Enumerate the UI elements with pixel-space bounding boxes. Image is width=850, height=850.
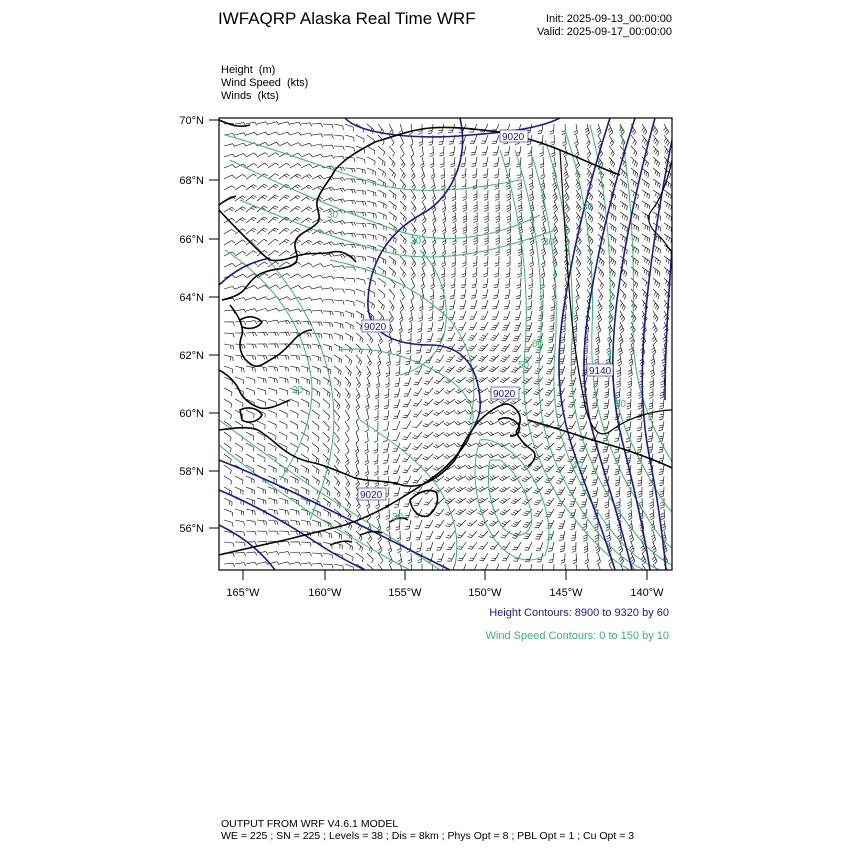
latitude-labels xyxy=(179,115,204,535)
lat-label: 58°N xyxy=(179,466,204,478)
init-time: Init: 2025-09-13_00:00:00 xyxy=(546,13,672,25)
field-height: Height (m) xyxy=(221,64,276,76)
lon-label: 150°W xyxy=(468,587,502,599)
lat-label: 68°N xyxy=(179,175,204,187)
wind-label: 30 xyxy=(327,210,339,221)
lat-label: 56°N xyxy=(179,523,204,535)
model-config: WE = 225 ; SN = 225 ; Levels = 38 ; Dis = 8km ; Phys Opt = 8 ; PBL Opt = 1 ; Cu Opt = 3 xyxy=(221,830,635,842)
height-contour-legend: Height Contours: 8900 to 9320 by 60 xyxy=(489,607,669,619)
lon-label: 155°W xyxy=(388,587,422,599)
lat-label: 64°N xyxy=(179,292,204,304)
svg-text:9020: 9020 xyxy=(360,490,383,501)
valid-time: Valid: 2025-09-17_00:00:00 xyxy=(537,26,672,38)
longitude-labels xyxy=(226,587,664,599)
height-label xyxy=(362,320,390,333)
height-label xyxy=(500,130,528,143)
svg-text:9020: 9020 xyxy=(364,322,387,333)
wind-label: 30 xyxy=(582,202,594,213)
wind-label: 40 xyxy=(572,460,584,471)
wind-label: 20 xyxy=(292,385,304,396)
lat-label: 60°N xyxy=(179,408,204,420)
wind-label: 60 xyxy=(615,399,627,410)
wind-label: 50 xyxy=(518,360,530,371)
wind-label: 30 xyxy=(392,512,404,523)
svg-text:9020: 9020 xyxy=(493,389,516,400)
height-label xyxy=(491,387,519,400)
model-version: OUTPUT FROM WRF V4.6.1 MODEL xyxy=(221,818,399,830)
lon-label: 140°W xyxy=(630,587,664,599)
height-label xyxy=(358,488,386,501)
wind-contour-legend: Wind Speed Contours: 0 to 150 by 10 xyxy=(485,630,669,642)
wind-label: 30 xyxy=(543,237,555,248)
map-title: IWFAQRP Alaska Real Time WRF xyxy=(218,9,476,28)
field-wind-speed: Wind Speed (kts) xyxy=(221,77,309,89)
height-label xyxy=(587,364,613,377)
lat-label: 70°N xyxy=(179,115,204,127)
svg-text:9140: 9140 xyxy=(589,366,612,377)
wind-label: 30 xyxy=(410,236,422,247)
svg-text:9020: 9020 xyxy=(502,132,525,143)
lat-label: 62°N xyxy=(179,350,204,362)
lat-label: 66°N xyxy=(179,234,204,246)
wind-label: 60 xyxy=(532,339,544,350)
latitude-axis xyxy=(209,120,219,528)
lon-label: 160°W xyxy=(308,587,342,599)
longitude-axis xyxy=(243,570,647,580)
field-winds: Winds (kts) xyxy=(221,90,279,102)
model-footer xyxy=(221,818,634,842)
lon-label: 165°W xyxy=(226,587,260,599)
lon-label: 145°W xyxy=(549,587,583,599)
